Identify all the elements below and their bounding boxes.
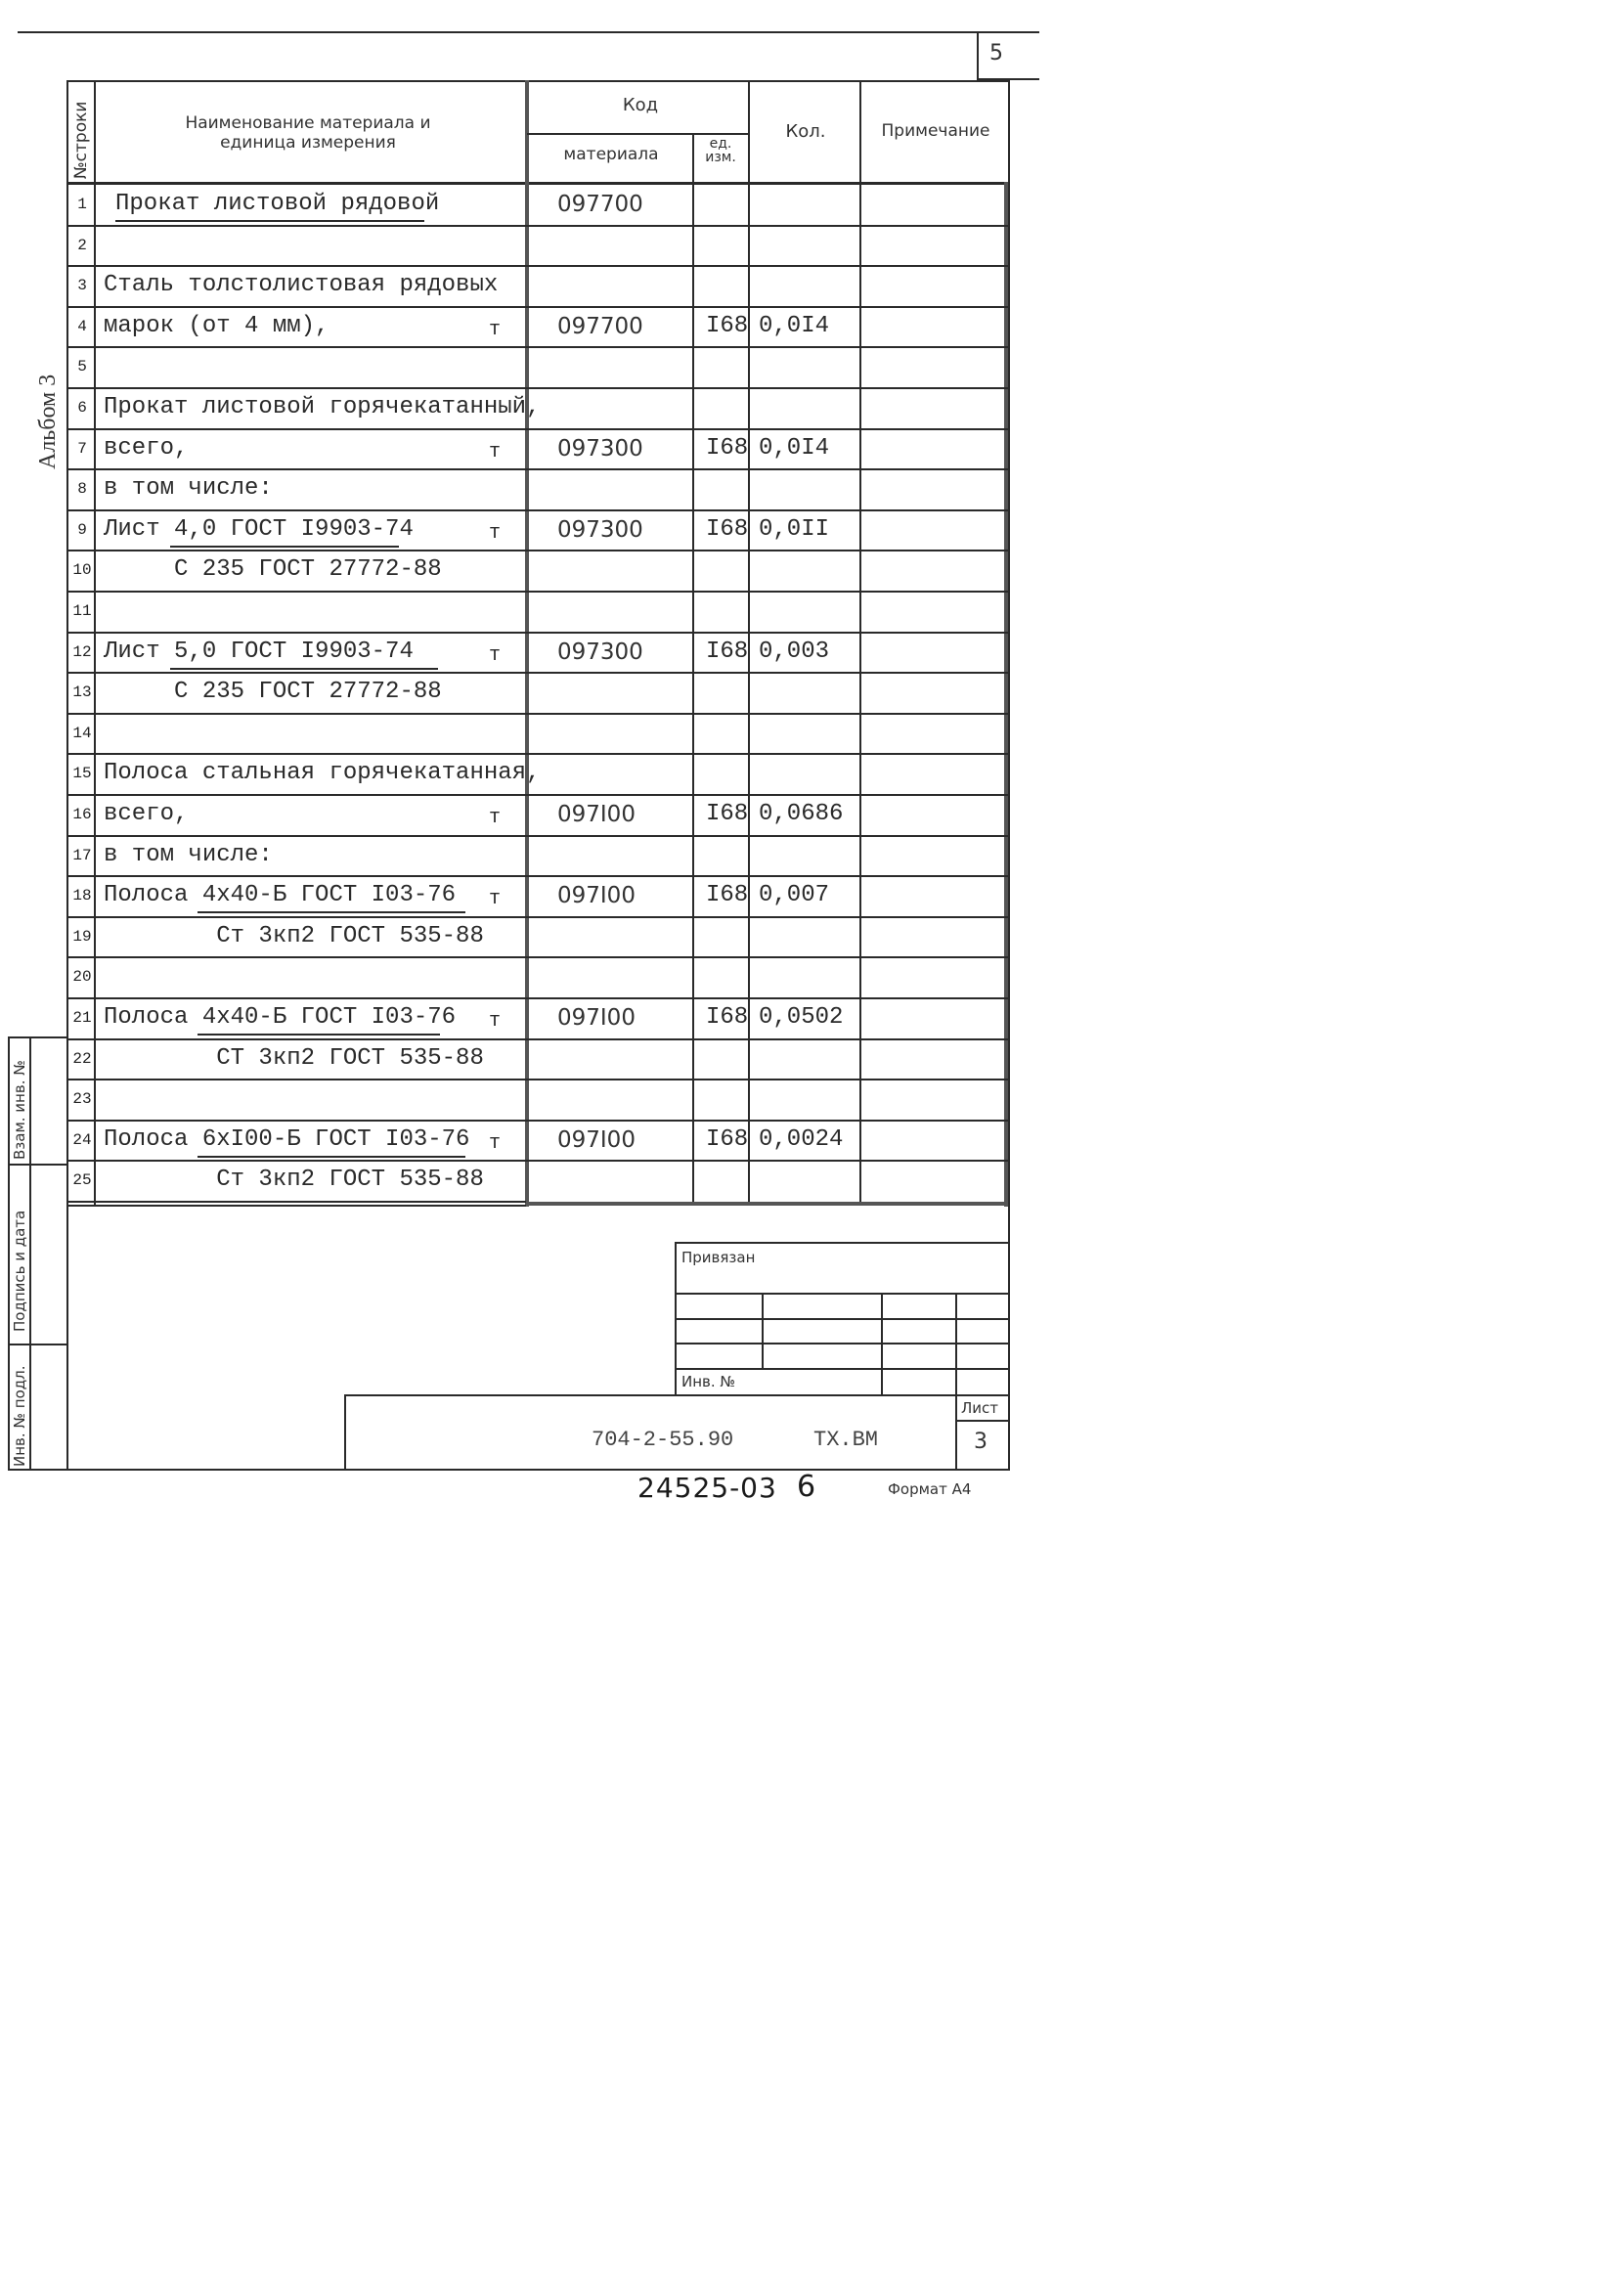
col-unit-sep bbox=[748, 80, 750, 1205]
material-name: Сталь толстолистовая рядовых bbox=[104, 272, 499, 298]
row-divider bbox=[66, 346, 1009, 348]
row-number: 3 bbox=[77, 277, 87, 294]
doc-suffix: ТХ.ВМ bbox=[813, 1428, 879, 1452]
material-name: в том числе: bbox=[104, 842, 273, 868]
unit-code: I68 bbox=[706, 313, 749, 339]
material-name: Полоса 4x40-Б ГОСТ I03-76 bbox=[104, 882, 457, 908]
frame-left bbox=[66, 80, 68, 1471]
material-name: Ст 3кп2 ГОСТ 535-88 bbox=[104, 1167, 484, 1193]
frame-bottom bbox=[8, 1469, 1009, 1471]
name-underline bbox=[198, 1034, 440, 1036]
material-name: Полоса стальная горячекатанная, bbox=[104, 760, 541, 786]
row-number: 21 bbox=[72, 1009, 92, 1027]
unit-code: I68 bbox=[706, 435, 749, 462]
row-number: 9 bbox=[77, 521, 87, 539]
material-code: 097300 bbox=[557, 436, 643, 462]
quantity: 0,0I4 bbox=[759, 313, 830, 339]
page-number-box-left bbox=[977, 31, 979, 78]
row-number: 18 bbox=[72, 887, 92, 904]
material-code: 097I00 bbox=[557, 1005, 636, 1031]
tb-h3 bbox=[675, 1343, 1009, 1344]
material-name: Прокат листовой рядовой bbox=[115, 191, 440, 217]
archive-stamp: 24525-03 bbox=[637, 1472, 777, 1504]
material-name: С 235 ГОСТ 27772-88 bbox=[104, 556, 442, 583]
unit-code: I68 bbox=[706, 882, 749, 908]
unit-of-measure: т bbox=[489, 807, 502, 829]
bound-label: Привязан bbox=[681, 1249, 756, 1266]
material-name: Ст 3кп2 ГОСТ 535-88 bbox=[104, 923, 484, 949]
album-label: Альбом 3 bbox=[35, 374, 61, 469]
material-code: 097700 bbox=[557, 314, 643, 339]
row-number: 16 bbox=[72, 806, 92, 823]
quantity: 0,007 bbox=[759, 882, 830, 908]
row-divider bbox=[66, 956, 1009, 958]
header-code: Код bbox=[622, 95, 659, 115]
table-bottom-thick bbox=[525, 1202, 1008, 1206]
sign-date-label: Подпись и дата bbox=[11, 1210, 28, 1332]
side-col-sep bbox=[29, 1036, 31, 1471]
material-name: марок (от 4 мм), bbox=[104, 313, 329, 339]
unit-of-measure: т bbox=[489, 1010, 502, 1033]
row-divider bbox=[66, 591, 1009, 593]
tb-bound-top bbox=[675, 1242, 1009, 1244]
material-name: Лист 5,0 ГОСТ I9903-74 bbox=[104, 639, 414, 665]
row-number: 11 bbox=[72, 602, 92, 620]
table-right-thick bbox=[1004, 182, 1008, 1207]
unit-code: I68 bbox=[706, 1004, 749, 1031]
frame-right bbox=[1008, 80, 1010, 1471]
col-qty-sep bbox=[859, 80, 861, 1205]
col-code-sep bbox=[692, 133, 694, 1205]
unit-code: I68 bbox=[706, 516, 749, 543]
material-name: Прокат листовой горячекатанный, bbox=[104, 394, 541, 420]
unit-code: I68 bbox=[706, 639, 749, 665]
tb-v1 bbox=[762, 1293, 764, 1368]
name-underline bbox=[198, 911, 465, 913]
row-number: 24 bbox=[72, 1131, 92, 1149]
row-number: 6 bbox=[77, 399, 87, 417]
inv-no-label: Инв. № bbox=[681, 1373, 736, 1390]
material-code: 097I00 bbox=[557, 883, 636, 908]
unit-of-measure: т bbox=[489, 644, 502, 667]
material-code: 097I00 bbox=[557, 1127, 636, 1153]
name-underline bbox=[170, 546, 399, 548]
header-rownum: №строки bbox=[71, 101, 91, 179]
row-divider bbox=[66, 794, 1009, 796]
row-number: 23 bbox=[72, 1090, 92, 1108]
unit-code: I68 bbox=[706, 1126, 749, 1153]
row-number: 7 bbox=[77, 440, 87, 458]
quantity: 0,0686 bbox=[759, 801, 844, 827]
format-label: Формат А4 bbox=[888, 1480, 972, 1498]
quantity: 0,0502 bbox=[759, 1004, 844, 1031]
material-name: в том числе: bbox=[104, 475, 273, 502]
header-qty: Кол. bbox=[785, 121, 826, 142]
row-number: 15 bbox=[72, 765, 92, 782]
tb-h4 bbox=[675, 1368, 1009, 1370]
table-bottom-left bbox=[66, 1205, 526, 1207]
tb-v2 bbox=[881, 1293, 883, 1394]
quantity: 0,0024 bbox=[759, 1126, 844, 1153]
material-code: 097I00 bbox=[557, 802, 636, 827]
row-number: 2 bbox=[77, 237, 87, 254]
unit-of-measure: т bbox=[489, 319, 502, 341]
material-code: 097300 bbox=[557, 639, 643, 665]
header-unit: ед. изм. bbox=[705, 136, 736, 165]
unit-of-measure: т bbox=[489, 522, 502, 545]
row-number: 25 bbox=[72, 1171, 92, 1189]
name-underline bbox=[170, 668, 438, 670]
code-subheader-line bbox=[527, 133, 749, 135]
tb-v3 bbox=[955, 1293, 957, 1471]
row-number: 20 bbox=[72, 968, 92, 986]
unit-of-measure: т bbox=[489, 441, 502, 463]
unit-of-measure: т bbox=[489, 1132, 502, 1155]
row-number: 10 bbox=[72, 561, 92, 579]
row-number: 12 bbox=[72, 643, 92, 661]
name-underline bbox=[115, 220, 424, 222]
material-name: С 235 ГОСТ 27772-88 bbox=[104, 679, 442, 705]
page-number: 5 bbox=[989, 41, 1003, 66]
archive-stamp-number: 6 bbox=[797, 1470, 816, 1504]
unit-code: I68 bbox=[706, 801, 749, 827]
frame-top bbox=[66, 80, 1009, 82]
side-sep-1 bbox=[8, 1164, 66, 1166]
row-number: 17 bbox=[72, 847, 92, 864]
inv-replace-label: Взам. инв. № bbox=[11, 1060, 28, 1160]
top-border bbox=[18, 31, 1039, 33]
row-divider bbox=[66, 225, 1009, 227]
material-name: Лист 4,0 ГОСТ I9903-74 bbox=[104, 516, 414, 543]
tb-main-left bbox=[344, 1394, 346, 1471]
row-number: 14 bbox=[72, 725, 92, 742]
row-divider bbox=[66, 428, 1009, 430]
inv-orig-label: Инв. № подл. bbox=[11, 1365, 28, 1467]
material-name: всего, bbox=[104, 801, 189, 827]
material-name: всего, bbox=[104, 435, 189, 462]
row-number: 8 bbox=[77, 480, 87, 498]
doc-code: 704-2-55.90 bbox=[592, 1428, 734, 1452]
side-sep-2 bbox=[8, 1344, 66, 1345]
header-material: материала bbox=[563, 145, 659, 164]
header-note: Примечание bbox=[881, 121, 990, 141]
side-frame-left bbox=[8, 1036, 10, 1471]
quantity: 0,0II bbox=[759, 516, 830, 543]
row-number: 1 bbox=[77, 196, 87, 213]
row-number: 22 bbox=[72, 1050, 92, 1068]
tb-h1 bbox=[675, 1293, 1009, 1295]
tb-h2 bbox=[675, 1318, 1009, 1320]
quantity: 0,003 bbox=[759, 639, 830, 665]
material-code: 097300 bbox=[557, 517, 643, 543]
row-number: 13 bbox=[72, 683, 92, 701]
header-name: Наименование материала и единица измерения bbox=[185, 113, 431, 154]
material-name: Полоса 4x40-Б ГОСТ I03-76 bbox=[104, 1004, 457, 1031]
row-number: 19 bbox=[72, 928, 92, 946]
sheet-number: 3 bbox=[974, 1430, 988, 1454]
side-top bbox=[8, 1036, 66, 1038]
row-divider bbox=[66, 713, 1009, 715]
row-number: 4 bbox=[77, 318, 87, 335]
tb-sheet-sep bbox=[955, 1420, 1009, 1422]
sheet-label: Лист bbox=[961, 1399, 999, 1417]
quantity: 0,0I4 bbox=[759, 435, 830, 462]
material-name: Полоса 6xI00-Б ГОСТ I03-76 bbox=[104, 1126, 470, 1153]
material-code: 097700 bbox=[557, 192, 643, 217]
name-underline bbox=[198, 1156, 465, 1158]
row-divider bbox=[66, 1201, 526, 1203]
row-divider bbox=[66, 1079, 1009, 1080]
material-name: СТ 3кп2 ГОСТ 535-88 bbox=[104, 1045, 484, 1072]
row-number: 5 bbox=[77, 358, 87, 375]
unit-of-measure: т bbox=[489, 888, 502, 910]
tb-main-top bbox=[344, 1394, 1009, 1396]
